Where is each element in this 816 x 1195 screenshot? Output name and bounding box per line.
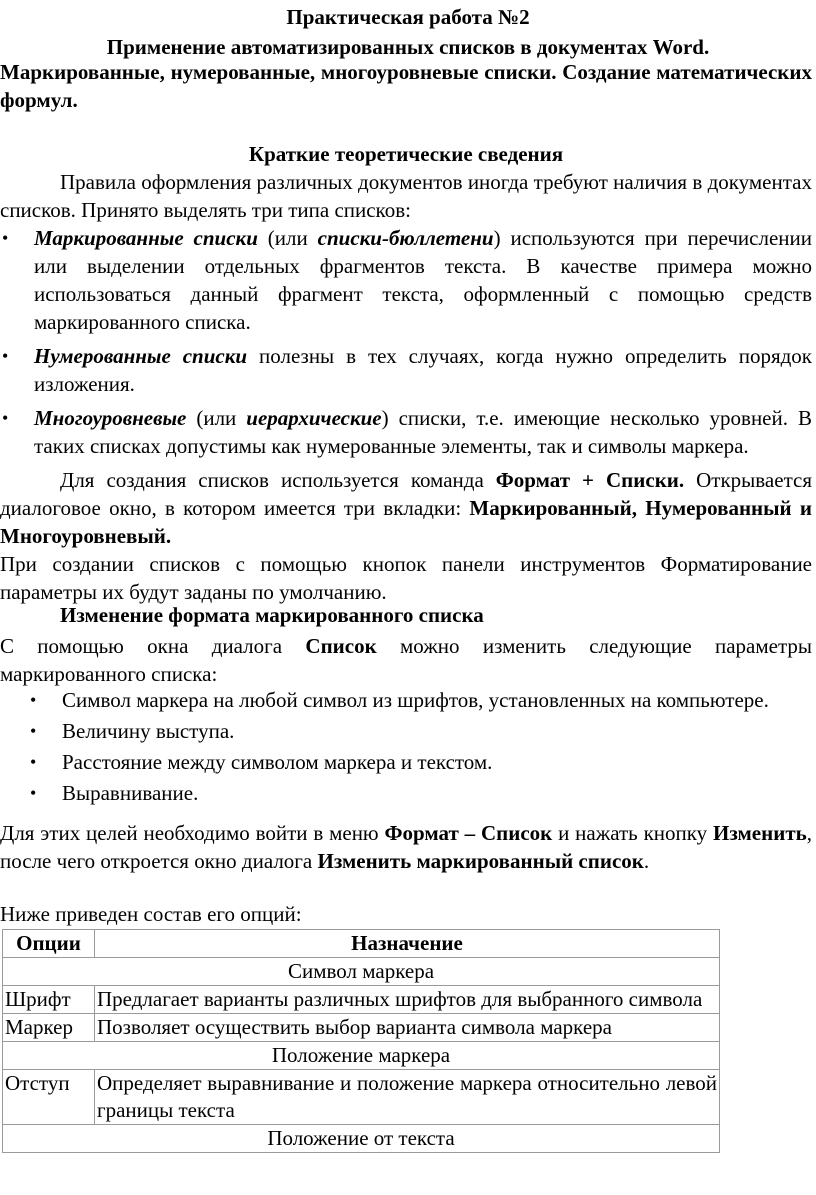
table-row: Шрифт Предлагает варианты различных шрифтов для выбранного символа (3, 986, 720, 1014)
theory-heading: Краткие теоретические сведения (248, 142, 564, 166)
options-intro: Ниже приведен состав его опций: (0, 902, 302, 926)
column-header-purpose: Назначение (95, 930, 720, 958)
bullet-icon: • (2, 228, 9, 248)
doc-topic: Маркированные, нумерованные, многоуровневые списки. Создание математических формул. (0, 60, 812, 112)
doc-subtitle: Применение автоматизированных списков в документах Word. (106, 35, 710, 59)
options-table (2, 929, 720, 1153)
theory-intro: Правила оформления различных документов иногда требуют наличия в документах списков. Принято выделять три типа списков: (0, 170, 812, 222)
table-row: Отступ Определяет выравнивание и положение маркера относительно левой границы текста (3, 1070, 720, 1125)
format-intro: С помощью окна диалога Список можно изменить следующие параметры маркированного списка: (0, 634, 812, 686)
list-item: • Символ маркера на любой символ из шрифтов, установленных на компьютере. (30, 688, 769, 712)
bullet-icon: • (30, 783, 37, 803)
bullet-icon: • (2, 408, 9, 428)
bullet-icon: • (30, 690, 37, 710)
list-item: • Величину выступа. (30, 719, 235, 743)
toolbar-paragraph: При создании списков с помощью кнопок панели инструментов Форматирование параметры их будут заданы по умолчанию. (0, 552, 812, 604)
command-paragraph: Для создания списков используется команда Формат + Списки. Открывается диалоговое окно, в котором имеется три вкладки: Маркированный, Нумерованный и Многоуровневый. (0, 468, 812, 548)
bullet-icon: • (30, 752, 37, 772)
list-item: • Выравнивание. (30, 781, 199, 805)
format-heading: Изменение формата маркированного списка (60, 603, 484, 627)
bullet-icon: • (30, 721, 37, 741)
menu-paragraph: Для этих целей необходимо войти в меню Формат – Список и нажать кнопку Изменить, после чего откроется окно диалога Изменить маркированный список. (0, 821, 812, 873)
list-item: • Расстояние между символом маркера и текстом. (30, 750, 493, 774)
list-item: • Многоуровневые (или иерархические) списки, т.е. имеющие несколько уровней. В таких списках допустимы как нумерованные элементы, так и символы маркера. (2, 406, 812, 458)
format-params-list (0, 686, 812, 807)
doc-title: Практическая работа №2 (286, 5, 530, 29)
table-row: Маркер Позволяет осуществить выбор варианта символа маркера (3, 1014, 720, 1042)
table-section-row: Положение от текста (3, 1125, 720, 1153)
table-section-row: Символ маркера (3, 958, 720, 986)
table-section-row: Положение маркера (3, 1042, 720, 1070)
list-item: • Маркированные списки (или списки-бюллетени) используются при перечислении или выделении отдельных фрагментов текста. В качестве примера можно использоваться данный фрагмент текста, оформленный с помощью средств маркированного списка. (2, 226, 812, 334)
bullet-icon: • (2, 346, 9, 366)
list-item: • Нумерованные списки полезны в тех случаях, когда нужно определить порядок изложения. (2, 344, 812, 396)
list-types (0, 224, 812, 460)
column-header-options: Опции (3, 930, 95, 958)
table-header-row (3, 930, 720, 958)
